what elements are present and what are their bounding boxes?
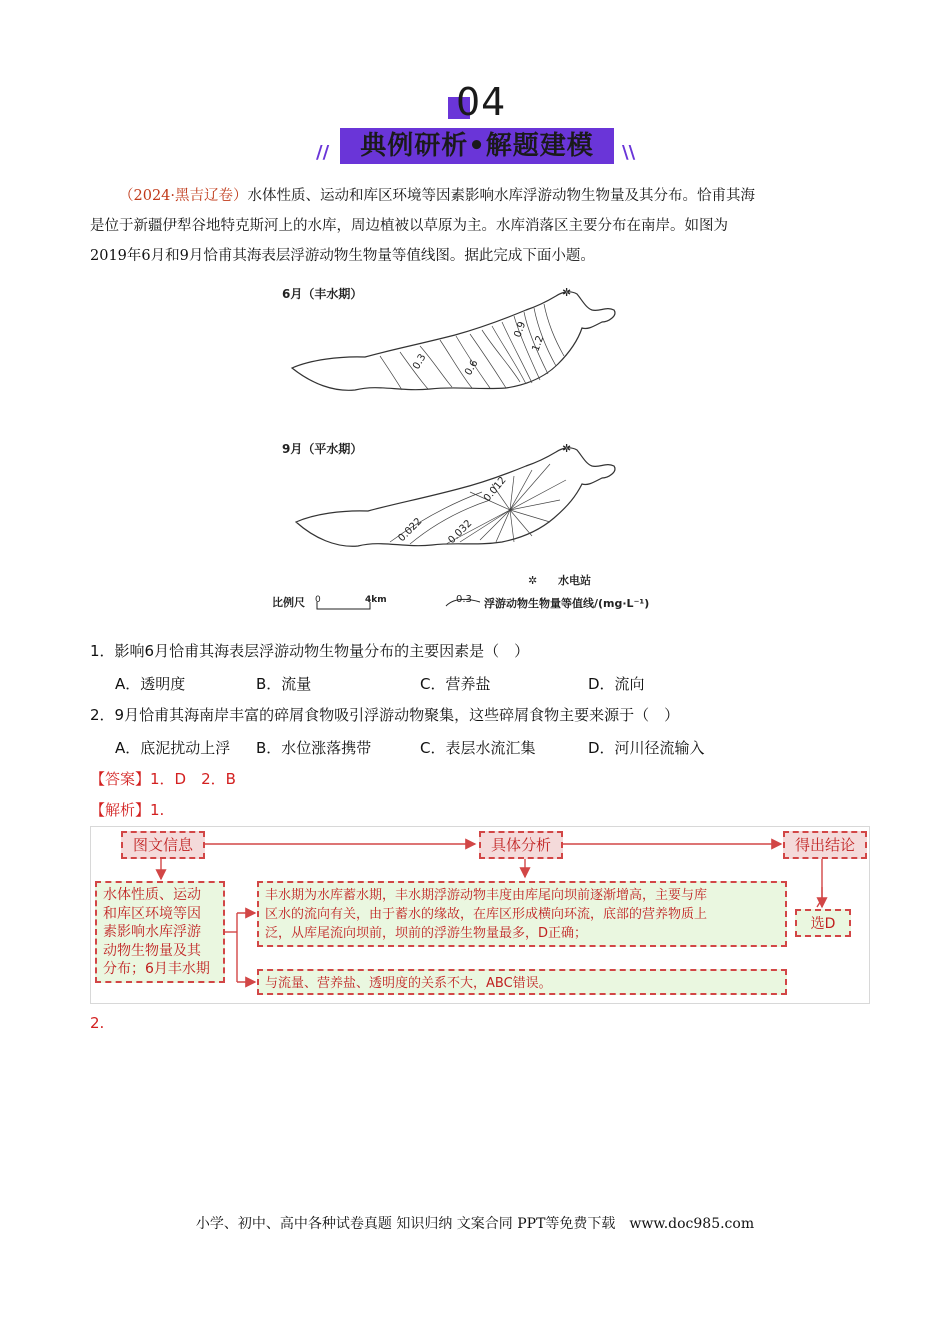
answer-label: 【答案】 bbox=[90, 770, 151, 788]
question-source: （2024·黑吉辽卷） bbox=[119, 188, 248, 204]
intro-line-1 bbox=[90, 180, 862, 213]
map1-label: 6月（丰水期） bbox=[282, 287, 363, 301]
info-line-3: 素影响水库浮游 bbox=[103, 924, 201, 940]
scale-bar bbox=[317, 602, 370, 609]
analysis-flow-diagram bbox=[90, 826, 870, 1004]
map1-station-icon: ✲ bbox=[562, 286, 572, 299]
analysis-number: 1. bbox=[150, 801, 165, 819]
analysis-label: 【解析】 bbox=[90, 801, 151, 819]
analysis-box-1 bbox=[257, 881, 787, 947]
map2-value-1: 0.022 bbox=[396, 516, 425, 545]
question-1-stem: 1．影响6月恰甫其海表层浮游动物生物量分布的主要因素是（ ） bbox=[90, 642, 530, 660]
question-2-stem: 2．9月恰甫其海南岸丰富的碎屑食物吸引浮游动物聚集，这些碎屑食物主要来源于（ ） bbox=[90, 706, 680, 724]
legend-station-icon: ✲ bbox=[528, 574, 538, 587]
q1-option-b: B．流量 bbox=[256, 675, 312, 693]
right-slash-decoration: \\ bbox=[622, 142, 636, 163]
map1-value-2: 0.6 bbox=[463, 358, 481, 378]
header-box-conclusion: 得出结论 bbox=[783, 831, 867, 859]
q2-option-b: B．水位涨落携带 bbox=[256, 739, 372, 757]
answer-text: 1．D 2．B bbox=[150, 770, 236, 788]
map1-value-4: 1.2 bbox=[530, 334, 547, 354]
conclusion-box: 选D bbox=[795, 909, 851, 937]
q2-option-a: A．底泥扰动上浮 bbox=[115, 739, 231, 757]
q2-option-d: D．河川径流输入 bbox=[588, 739, 705, 757]
map1-reservoir-outline bbox=[292, 292, 615, 390]
map1-value-1: 0.3 bbox=[411, 352, 429, 372]
page-footer: 小学、初中、高中各种试卷真题 知识归纳 文案合同 PPT等免费下载 www.doc985.com bbox=[195, 1216, 755, 1232]
analysis-box-2: 与流量、营养盐、透明度的关系不大，ABC错误。 bbox=[257, 969, 787, 995]
info-line-4: 动物生物量及其 bbox=[103, 942, 201, 959]
scale-km: 4km bbox=[365, 595, 387, 605]
map2-contours bbox=[390, 464, 566, 547]
intro-line-2: 是位于新疆伊犁谷地特克斯河上的水库，周边植被以草原为主。水库消落区主要分布在南岸。如图为 bbox=[90, 218, 728, 234]
legend-line-text: 浮游动物生物量等值线/(mg·L⁻¹) bbox=[484, 597, 650, 610]
header-box-analysis: 具体分析 bbox=[479, 831, 563, 859]
map1-value-3: 0.9 bbox=[512, 320, 529, 340]
intro-text-1: 水体性质、运动和库区环境等因素影响水库浮游动物生物量及其分布。恰甫其海 bbox=[247, 188, 756, 204]
section-title: 典例研析•解题建模 bbox=[360, 131, 594, 161]
map2-station-icon: ✲ bbox=[562, 442, 572, 455]
info-line-2: 和库区环境等因 bbox=[103, 905, 201, 922]
section-number: 04 bbox=[456, 80, 507, 124]
q1-option-d: D．流向 bbox=[588, 675, 645, 693]
scale-zero: 0 bbox=[315, 595, 321, 605]
analysis1-line-1: 丰水期为水库蓄水期，丰水期浮游动物丰度由库尾向坝前逐渐增高，主要与库 bbox=[265, 888, 708, 903]
analysis-2-number: 2. bbox=[90, 1014, 105, 1032]
analysis1-line-3: 泛，从库尾流向坝前，坝前的浮游生物量最多，D正确； bbox=[265, 926, 588, 941]
q1-option-c: C．营养盐 bbox=[420, 675, 491, 693]
left-slash-decoration: // bbox=[316, 142, 330, 163]
analysis-line bbox=[90, 799, 164, 820]
q2-option-c: C．表层水流汇集 bbox=[420, 739, 536, 757]
map2-value-3: 0.012 bbox=[481, 474, 509, 504]
map2-label: 9月（平水期） bbox=[282, 442, 363, 456]
answer-line bbox=[90, 768, 236, 789]
legend-station-text: 水电站 bbox=[558, 574, 591, 587]
analysis1-line-2: 区水的流向有关，由于蓄水的缘故，在库区形成横向环流，底部的营养物质上 bbox=[265, 907, 708, 922]
contour-map-figure bbox=[270, 280, 690, 615]
map2-value-2: 0.032 bbox=[446, 518, 475, 547]
header-box-info: 图文信息 bbox=[121, 831, 205, 859]
scale-label: 比例尺 bbox=[272, 596, 305, 609]
q1-option-a: A．透明度 bbox=[115, 675, 186, 693]
intro-line-3: 2019年6月和9月恰甫其海表层浮游动物生物量等值线图。据此完成下面小题。 bbox=[90, 248, 595, 264]
info-line-5: 分布；6月丰水期 bbox=[103, 961, 210, 977]
info-box bbox=[95, 881, 225, 983]
legend-line-value: 0.3 bbox=[456, 594, 472, 605]
info-line-1: 水体性质、运动 bbox=[103, 887, 201, 903]
